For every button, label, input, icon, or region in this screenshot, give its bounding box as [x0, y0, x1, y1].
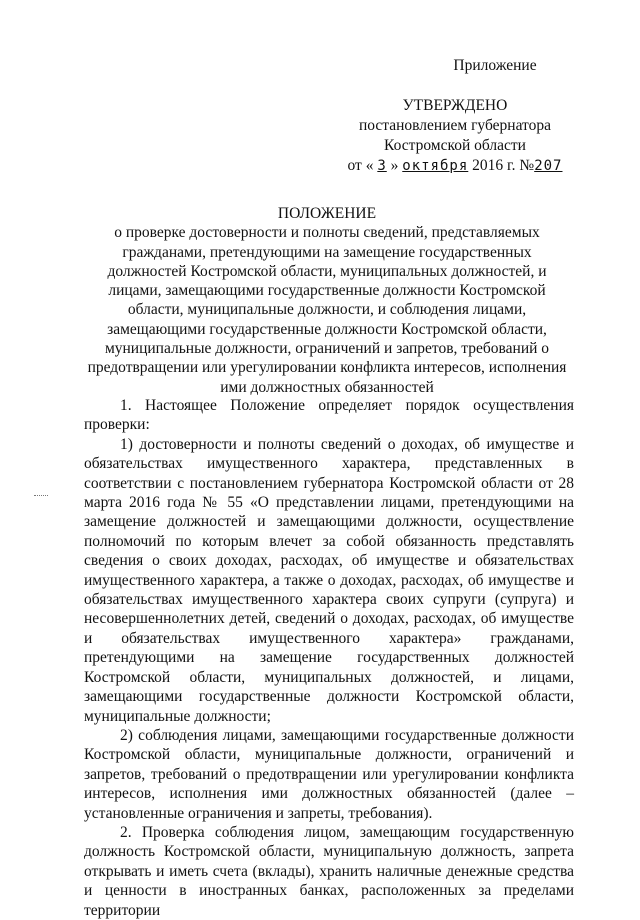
decree-date-line — [320, 156, 590, 176]
document-body — [84, 396, 574, 920]
decree-line-2: Костромской области — [384, 137, 526, 154]
margin-mark — [34, 495, 48, 498]
decree-number: 207 — [534, 158, 563, 174]
date-year: 2016 г. № — [472, 157, 535, 174]
appendix-label: Приложение — [453, 57, 537, 74]
date-month: октября — [402, 158, 469, 174]
document-title-block — [82, 204, 572, 397]
decree-line-1: постановлением губернатора — [358, 117, 552, 134]
approved-label: УТВЕРЖДЕНО — [402, 97, 508, 114]
paragraph-1-item-1: 1) достоверности и полноты сведений о доходах, об имуществе и обязательствах имущественного характера, представленных в соответствии с постановлением губернатора Костромской области от 28 марта 2016 года № 55 «О представлении лицами, претендующими на замещение должностей и замещающими должности, осуществление полномочий по которым влечет за собой обязанность представлять сведения о своих доходах, расходах, об имуществе и обязательствах имущественного характера, а также о доходах, расходах, об имуществе и обязательствах имущественного характера своих супруги (супруга) и несовершеннолетних детей, сведений о доходах, расходах, об имуществе и обязательствах имущественного характера» гражданами, претендующими на замещение государственных должностей Костромской области, муниципальных должностей, и лицами, замещающими государственные должности Костромской области, муниципальные должности; — [84, 435, 574, 725]
paragraph-1: 1. Настоящее Положение определяет порядок осуществления проверки: — [84, 397, 574, 434]
document-heading: ПОЛОЖЕНИЕ — [277, 205, 377, 222]
date-mid: » — [390, 157, 399, 174]
approval-stamp-block — [320, 56, 590, 176]
paragraph-2: 2. Проверка соблюдения лицом, замещающим государственную должность Костромской области, муниципальную должность, запрета открывать и иметь счета (вклады), хранить наличные денежные средства и ценности в иностранных банках, расположенных за пределами территории — [84, 823, 574, 919]
date-prefix: от « — [347, 157, 374, 174]
date-day: 3 — [377, 158, 387, 174]
paragraph-1-item-2: 2) соблюдения лицами, замещающими государственные должности Костромской области, муниципальные должности, ограничений и запретов, требований о предотвращении или урегулировании конфликта интересов, исполнения ими должностных обязанностей (далее – установленные ограничения и запреты, требования). — [84, 726, 574, 822]
document-subtitle: о проверке достоверности и полноты сведений, представляемых гражданами, претендующими на замещение государственных должностей Костромской области, муниципальных должностей, и лицами, замещающими государственные должности Костромской области, муниципальные должности, и соблюдения лицами, замещающими государственные должности Костромской области, муниципальные должности, ограничений и запретов, требований о предотвращении или урегулировании конфликта интересов, исполнения ими должностных обязанностей — [87, 224, 567, 396]
